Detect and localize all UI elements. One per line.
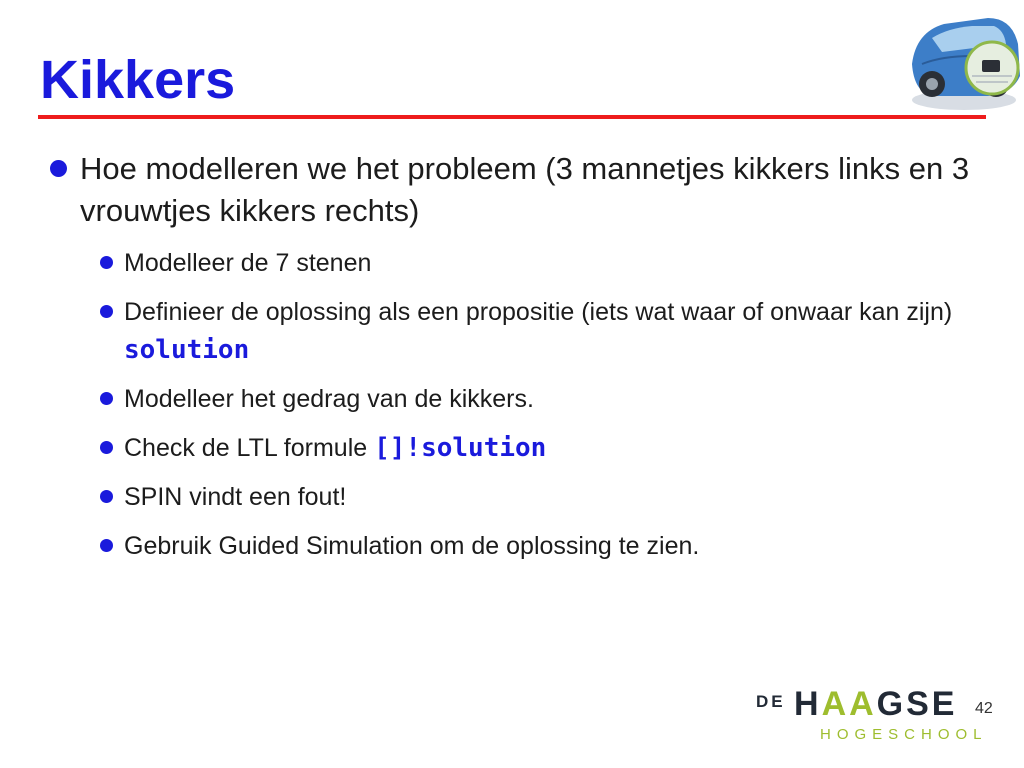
title-divider: [38, 115, 986, 119]
logo-wordmark: [794, 684, 957, 724]
code-ltl-formula: []!solution: [374, 433, 547, 463]
main-bullet: [46, 148, 996, 232]
slide-title: Kikkers: [40, 50, 236, 110]
bullet-dot-icon: [100, 256, 113, 269]
bullet-dot-icon: [100, 392, 113, 405]
car-illustration-icon: [902, 4, 1022, 116]
sub-bullet-text: Modelleer de 7 stenen: [124, 249, 372, 277]
bullet-dot-icon: [100, 490, 113, 503]
main-bullet-text: Hoe modelleren we het probleem (3 mannetjes kikkers links en 3 vrouwtjes kikkers rechts): [80, 151, 970, 228]
sub-bullet-3: [100, 380, 996, 418]
sub-bullet-text: Check de LTL formule: [124, 434, 375, 462]
bullet-dot-icon: [100, 305, 113, 318]
page-number: 42: [975, 700, 993, 717]
sub-bullet-text: Definieer de oplossing als een propositie (iets wat waar of onwaar kan zijn): [124, 298, 953, 326]
sub-bullet-text: Gebruik Guided Simulation om de oplossing te zien.: [124, 532, 700, 560]
bullet-dot-icon: [100, 441, 113, 454]
logo-part-1: H: [794, 685, 822, 723]
sub-bullet-text: Modelleer het gedrag van de kikkers.: [124, 385, 534, 413]
sub-bullet-4: [100, 429, 996, 467]
logo-part-2: AA: [821, 685, 877, 723]
logo-part-3: GSE: [876, 685, 958, 723]
haagse-hogeschool-logo: [752, 684, 992, 746]
bullet-dot-icon: [50, 160, 67, 177]
bullet-dot-icon: [100, 539, 113, 552]
sub-bullet-text: SPIN vindt een fout!: [124, 483, 347, 511]
sub-bullet-list: [46, 244, 996, 565]
logo-prefix: DE: [756, 692, 786, 711]
sub-bullet-2: [100, 293, 996, 369]
slide-content: [46, 148, 996, 576]
sub-bullet-5: [100, 478, 996, 516]
sub-bullet-6: [100, 527, 996, 565]
sub-bullet-1: [100, 244, 996, 282]
logo-subtitle: HOGESCHOOL: [820, 726, 988, 743]
code-solution: solution: [124, 335, 250, 365]
